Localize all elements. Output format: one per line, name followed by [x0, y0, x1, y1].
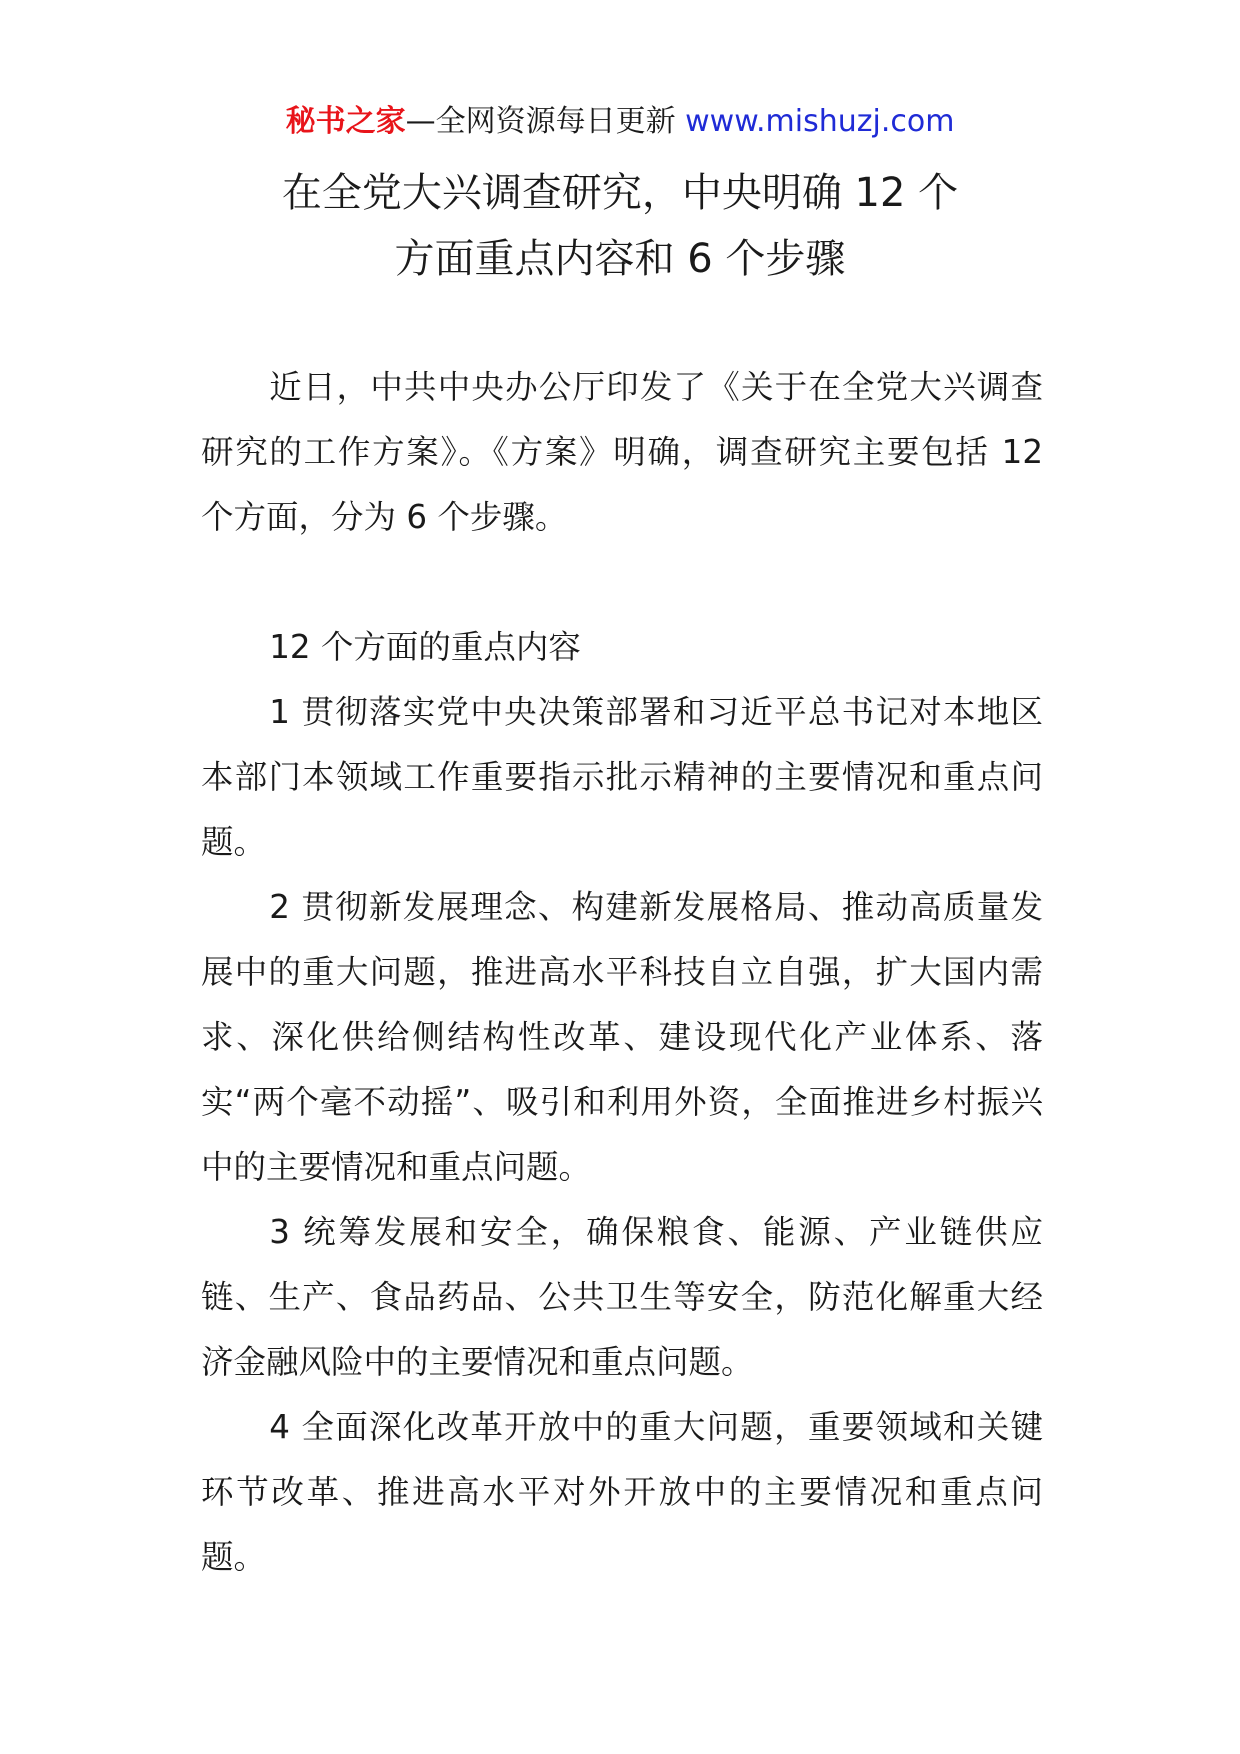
- list-item: 4 全面深化改革开放中的重大问题，重要领域和关键环节改革、推进高水平对外开放中的主要情况和重点问题。: [201, 1408, 1043, 1576]
- header-tagline: —全网资源每日更新: [405, 104, 676, 139]
- brand-name: 秘书之家: [285, 104, 406, 139]
- site-header: [0, 102, 1240, 142]
- site-url[interactable]: www.mishuzj.com: [685, 104, 955, 139]
- intro-paragraph: 近日，中共中央办公厅印发了《关于在全党大兴调查研究的工作方案》。《方案》明确，调查研究主要包括 12 个方面，分为 6 个步骤。: [201, 368, 1043, 536]
- section-heading: 12 个方面的重点内容: [269, 628, 581, 666]
- document-body: [201, 355, 1043, 1590]
- list-item: 3 统筹发展和安全，确保粮食、能源、产业链供应链、生产、食品药品、公共卫生等安全，防范化解重大经济金融风险中的主要情况和重点问题。: [201, 1213, 1043, 1381]
- title-line-1: 在全党大兴调查研究，中央明确 12 个: [281, 170, 959, 216]
- document-title: [0, 160, 1240, 292]
- title-line-2: 方面重点内容和 6 个步骤: [394, 236, 846, 282]
- list-item: 2 贯彻新发展理念、构建新发展格局、推动高质量发展中的重大问题，推进高水平科技自立自强，扩大国内需求、深化供给侧结构性改革、建设现代化产业体系、落实“两个毫不动摇”、吸引和利用外资，全面推进乡村振兴中的主要情况和重点问题。: [201, 888, 1043, 1186]
- list-item: 1 贯彻落实党中央决策部署和习近平总书记对本地区本部门本领域工作重要指示批示精神的主要情况和重点问题。: [201, 693, 1043, 861]
